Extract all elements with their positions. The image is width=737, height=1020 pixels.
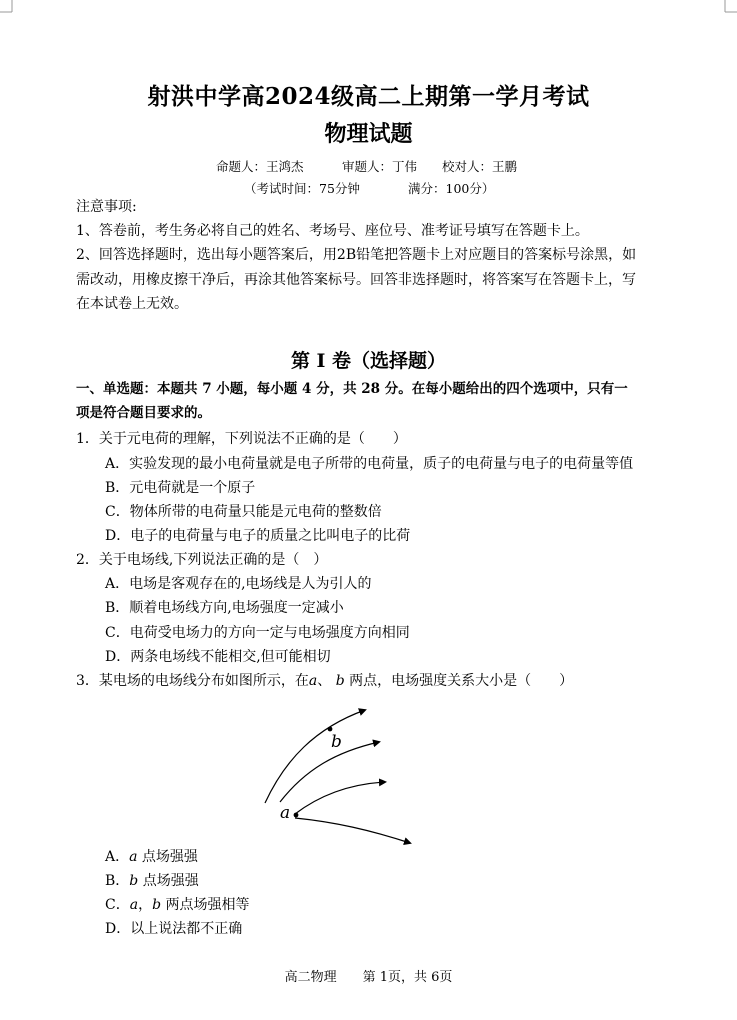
question-3-stem-suffix: 两点，电场强度关系大小是（ ）: [349, 673, 574, 689]
field-line-3: [295, 782, 385, 814]
question-2-option-c: C．电荷受电场力的方向一定与电场强度方向相同: [105, 625, 410, 641]
field-line-1: [265, 710, 365, 803]
exam-score: 满分：100分）: [408, 181, 495, 196]
notes-item-2-line-3: 在本试卷上无效。: [76, 296, 188, 312]
proofreader: 校对人：王鹏: [442, 159, 518, 174]
question-3-sep: 、: [317, 673, 332, 689]
question-3-option-c: C．a，b 两点场强相等: [105, 897, 250, 913]
question-3-option-b: B．b 点场强强: [105, 873, 199, 889]
field-line-2: [280, 742, 379, 802]
question-1-option-a: A．实验发现的最小电荷量就是电子所带的电荷量，质子的电荷量与电子的电荷量等值: [105, 456, 634, 472]
question-3-option-a: A．a 点场强强: [105, 849, 198, 865]
section-intro-line-1: 一、单选题：本题共 7 小题，每小题 4 分，共 28 分。在每小题给出的四个选项中，只有一: [76, 381, 628, 397]
question-1-stem: 1．关于元电荷的理解，下列说法不正确的是（ ）: [76, 431, 407, 447]
question-2-option-a: A．电场是客观存在的,电场线是人为引人的: [105, 576, 372, 592]
question-1-option-b: B．元电荷就是一个原子: [105, 480, 256, 496]
footer-subject: 高二物理: [284, 970, 337, 985]
question-3-option-d: D．以上说法都不正确: [105, 921, 243, 937]
point-b-dot: [328, 727, 333, 732]
question-1-option-d: D．电子的电荷量与电子的质量之比叫电子的比荷: [105, 528, 411, 544]
section-intro-line-2: 项是符合题目要求的。: [76, 405, 211, 421]
question-2-option-b: B．顺着电场线方向,电场强度一定减小: [105, 600, 344, 616]
question-3-var-a: a: [308, 673, 318, 689]
section-title: 第 I 卷（选择题）: [290, 350, 447, 372]
question-1-option-c: C．物体所带的电荷量只能是元电荷的整数倍: [105, 504, 382, 520]
exam-subject: 物理试题: [324, 121, 413, 147]
question-2-option-d: D．两条电场线不能相交,但可能相切: [105, 649, 331, 665]
notes-item-2-line-2: 需改动，用橡皮擦干净后，再涂其他答案标号。回答非选择题时，将答案写在答题卡上，写: [76, 272, 636, 288]
field-line-4: [295, 818, 410, 843]
question-3-stem-prefix: 3．某电场的电场线分布如图所示，在: [76, 673, 309, 689]
notes-item-2-line-1: 2、回答选择题时，选出每小题答案后，用2B铅笔把答题卡上对应题目的答案标号涂黑，如: [76, 247, 637, 263]
point-a-dot: [294, 813, 299, 818]
footer-page-number: 第 1页，共 6页: [362, 970, 453, 985]
question-3-stem: [76, 670, 573, 690]
setter: 命题人：王鸿杰: [216, 159, 304, 174]
page-footer: [0, 966, 737, 985]
question-3-var-b: b: [335, 673, 345, 689]
field-lines-figure: [255, 700, 420, 845]
exam-title: 射洪中学高2024级高二上期第一学月考试: [147, 83, 590, 110]
reviewer: 审题人：丁伟: [342, 159, 418, 174]
crop-mark-top-left: [0, 0, 18, 18]
question-2-stem: 2．关于电场线,下列说法正确的是（ ）: [76, 552, 328, 568]
point-b-label: b: [331, 732, 342, 752]
point-a-label: a: [280, 803, 291, 823]
notes-item-1: 1、答卷前，考生务必将自己的姓名、考场号、座位号、准考证号填写在答题卡上。: [76, 223, 589, 239]
exam-time: （考试时间：75分钟: [244, 181, 360, 196]
crop-mark-top-right: [719, 0, 737, 18]
notes-heading: 注意事项:: [76, 199, 137, 215]
